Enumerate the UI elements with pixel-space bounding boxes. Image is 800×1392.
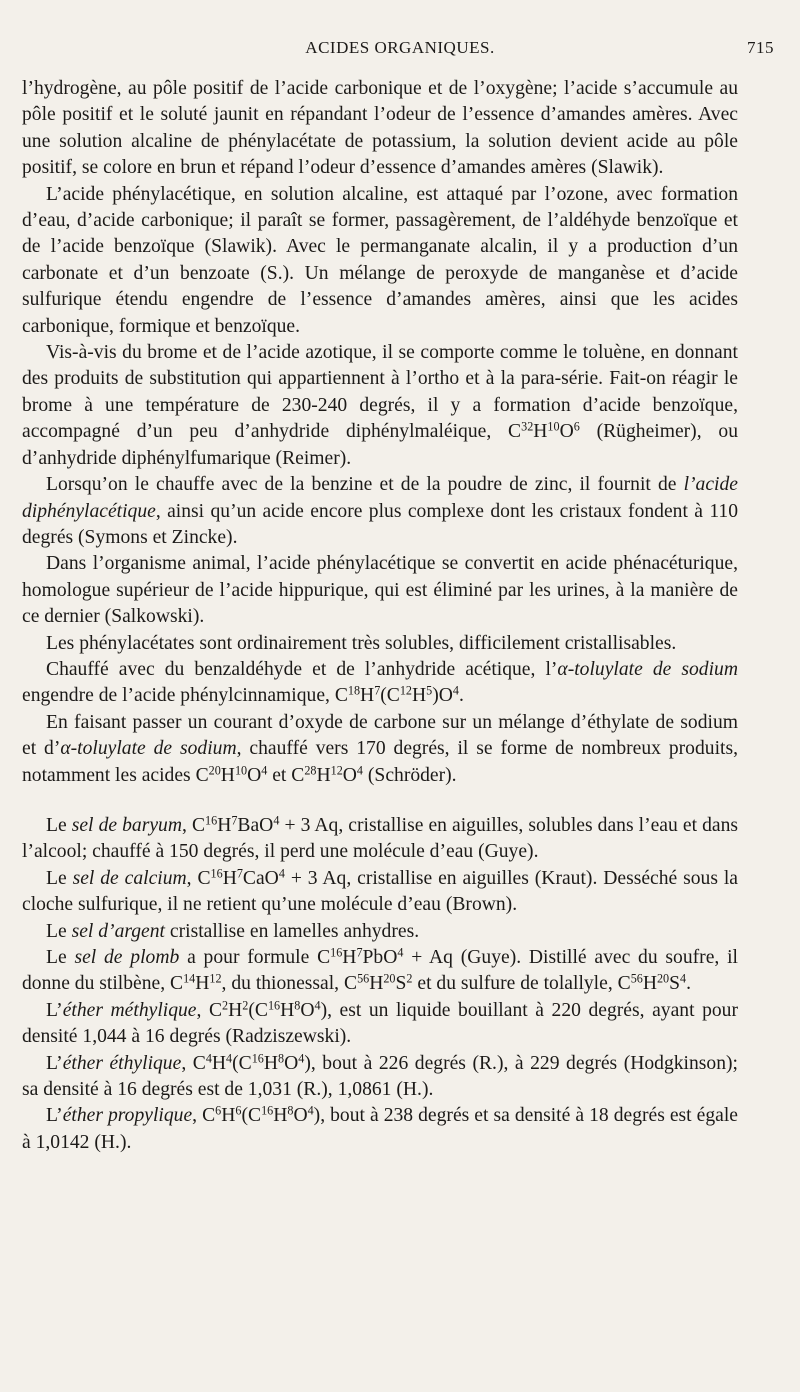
paragraph-1: l’hydrogène, au pôle positif de l’acide carbonique et de l’oxygène; l’acide s’accumule au pôle positif et le soluté jaunit en répandant l’odeur de l’essence d’amandes amères. Avec une solution alcaline de phénylacétate de potassium, la solution devient acide au pôle positif, se colore en brun et répand l’odeur d’essence d’amandes amères (Slawik).	[22, 78, 738, 179]
paragraph-15: L’éther propylique, $C^6H^6(C^{16}H^8O^4)$, bout à 238 degrés et sa densité à 18 degrés est égale à 1,0142 (H.).	[22, 1103, 738, 1153]
paragraph-7: Chauffé avec du benzaldéhyde et de l’anhydride acétique, l’α-toluylate de sodium engendre de l’acide phénylcinnamique, $C^{18}H^7(C^{12}H^5)O^4$.	[22, 658, 738, 707]
running-title: ACIDES ORGANIQUES.	[305, 38, 495, 57]
paragraph-11: Le sel d’argent cristallise en lamelles anhydres.	[46, 920, 420, 942]
paragraph-2: L’acide phénylacétique, en solution alcaline, est attaqué par l’ozone, avec formation d’eau, d’acide carbonique; il paraît se former, passagèrement, de l’aldéhyde benzoïque et de l’acide benzoïque (Slawik). Avec le permanganate alcalin, il y a production d’un carbonate et d’un benzoate (S.). Un mélange de peroxyde de manganèse et d’acide sulfurique étendu engendre de l’essence d’amandes amères, ainsi que les acides carbonique, formique et benzoïque.	[22, 183, 738, 337]
paragraph-9: Le sel de baryum, $C^{16}H^7BaO^4 + 3$ Aq, cristallise en aiguilles, solubles dans l’eau et dans l’alcool; chauffé à 150 degrés, il perd une molécule d’eau (Guye).	[22, 813, 738, 863]
paragraph-8: En faisant passer un courant d’oxyde de carbone sur un mélange d’éthylate de sodium et d’α-toluylate de sodium, chauffé vers 170 degrés, il se forme de nombreux produits, notamment les acides $C^{20}H^{10}O^4$ et $C^{28}H^{12}O^4$ (Schröder).	[22, 711, 738, 786]
paragraph-6: Les phénylacétates sont ordinairement très solubles, difficilement cristallisables.	[46, 632, 677, 654]
paragraph-14: L’éther éthylique, $C^4H^4(C^{16}H^8O^4)$, bout à 226 degrés (R.), à 229 degrés (Hodgkinson); sa densité à 16 degrés est de 1,031 (R.), 1,0861 (H.).	[22, 1050, 738, 1101]
paragraph-13: L’éther méthylique, $C^2H^2(C^{16}H^8O^4)$, est un liquide bouillant à 220 degrés, ayant pour densité 1,044 à 16 degrés (Radziszewski).	[22, 998, 738, 1048]
paragraph-10: Le sel de calcium, $C^{16}H^7CaO^4 + 3$ Aq, cristallise en aiguilles (Kraut). Desséché sous la cloche sulfurique, il ne retient qu’une molécule d’eau (Brown).	[22, 866, 738, 916]
paragraph-5: Dans l’organisme animal, l’acide phénylacétique se convertit en acide phénacéturique, homologue supérieur de l’acide hippurique, qui est éliminé par les urines, à la manière de ce dernier (Salkowski).	[22, 553, 738, 628]
paragraph-3: Vis-à-vis du brome et de l’acide azotique, il se comporte comme le toluène, en donnant des produits de substitution qui appartiennent à l’ortho et à la para-série. Fait-on réagir le brome à une température de 230-240 degrés, il y a formation d’acide benzoïque, accompagné d’un peu d’anhydride diphénylmaléique, $C^{32}H^{10}O^6$ (Rügheimer), ou d’anhydride diphénylfumarique (Reimer).	[22, 342, 738, 469]
paragraph-12: Le sel de plomb a pour formule $C^{16}H^7PbO^4 + Aq$ (Guye). Distillé avec du soufre, il donne du stilbène, $C^{14}H^{12}$, du thionessal, $C^{56}H^{20}S^2$ et du sulfure de tolallyle, $C^{56}H^{20}S^4$.	[22, 945, 738, 995]
running-header	[0, 38, 800, 68]
paragraph-4: Lorsqu’on le chauffe avec de la benzine et de la poudre de zinc, il fournit de l’acide diphénylacétique, ainsi qu’un acide encore plus complexe dont les cristaux fondent à 110 degrés (Symons et Zincke).	[22, 474, 738, 548]
body-text	[22, 76, 738, 1156]
page-number: 715	[747, 38, 774, 57]
